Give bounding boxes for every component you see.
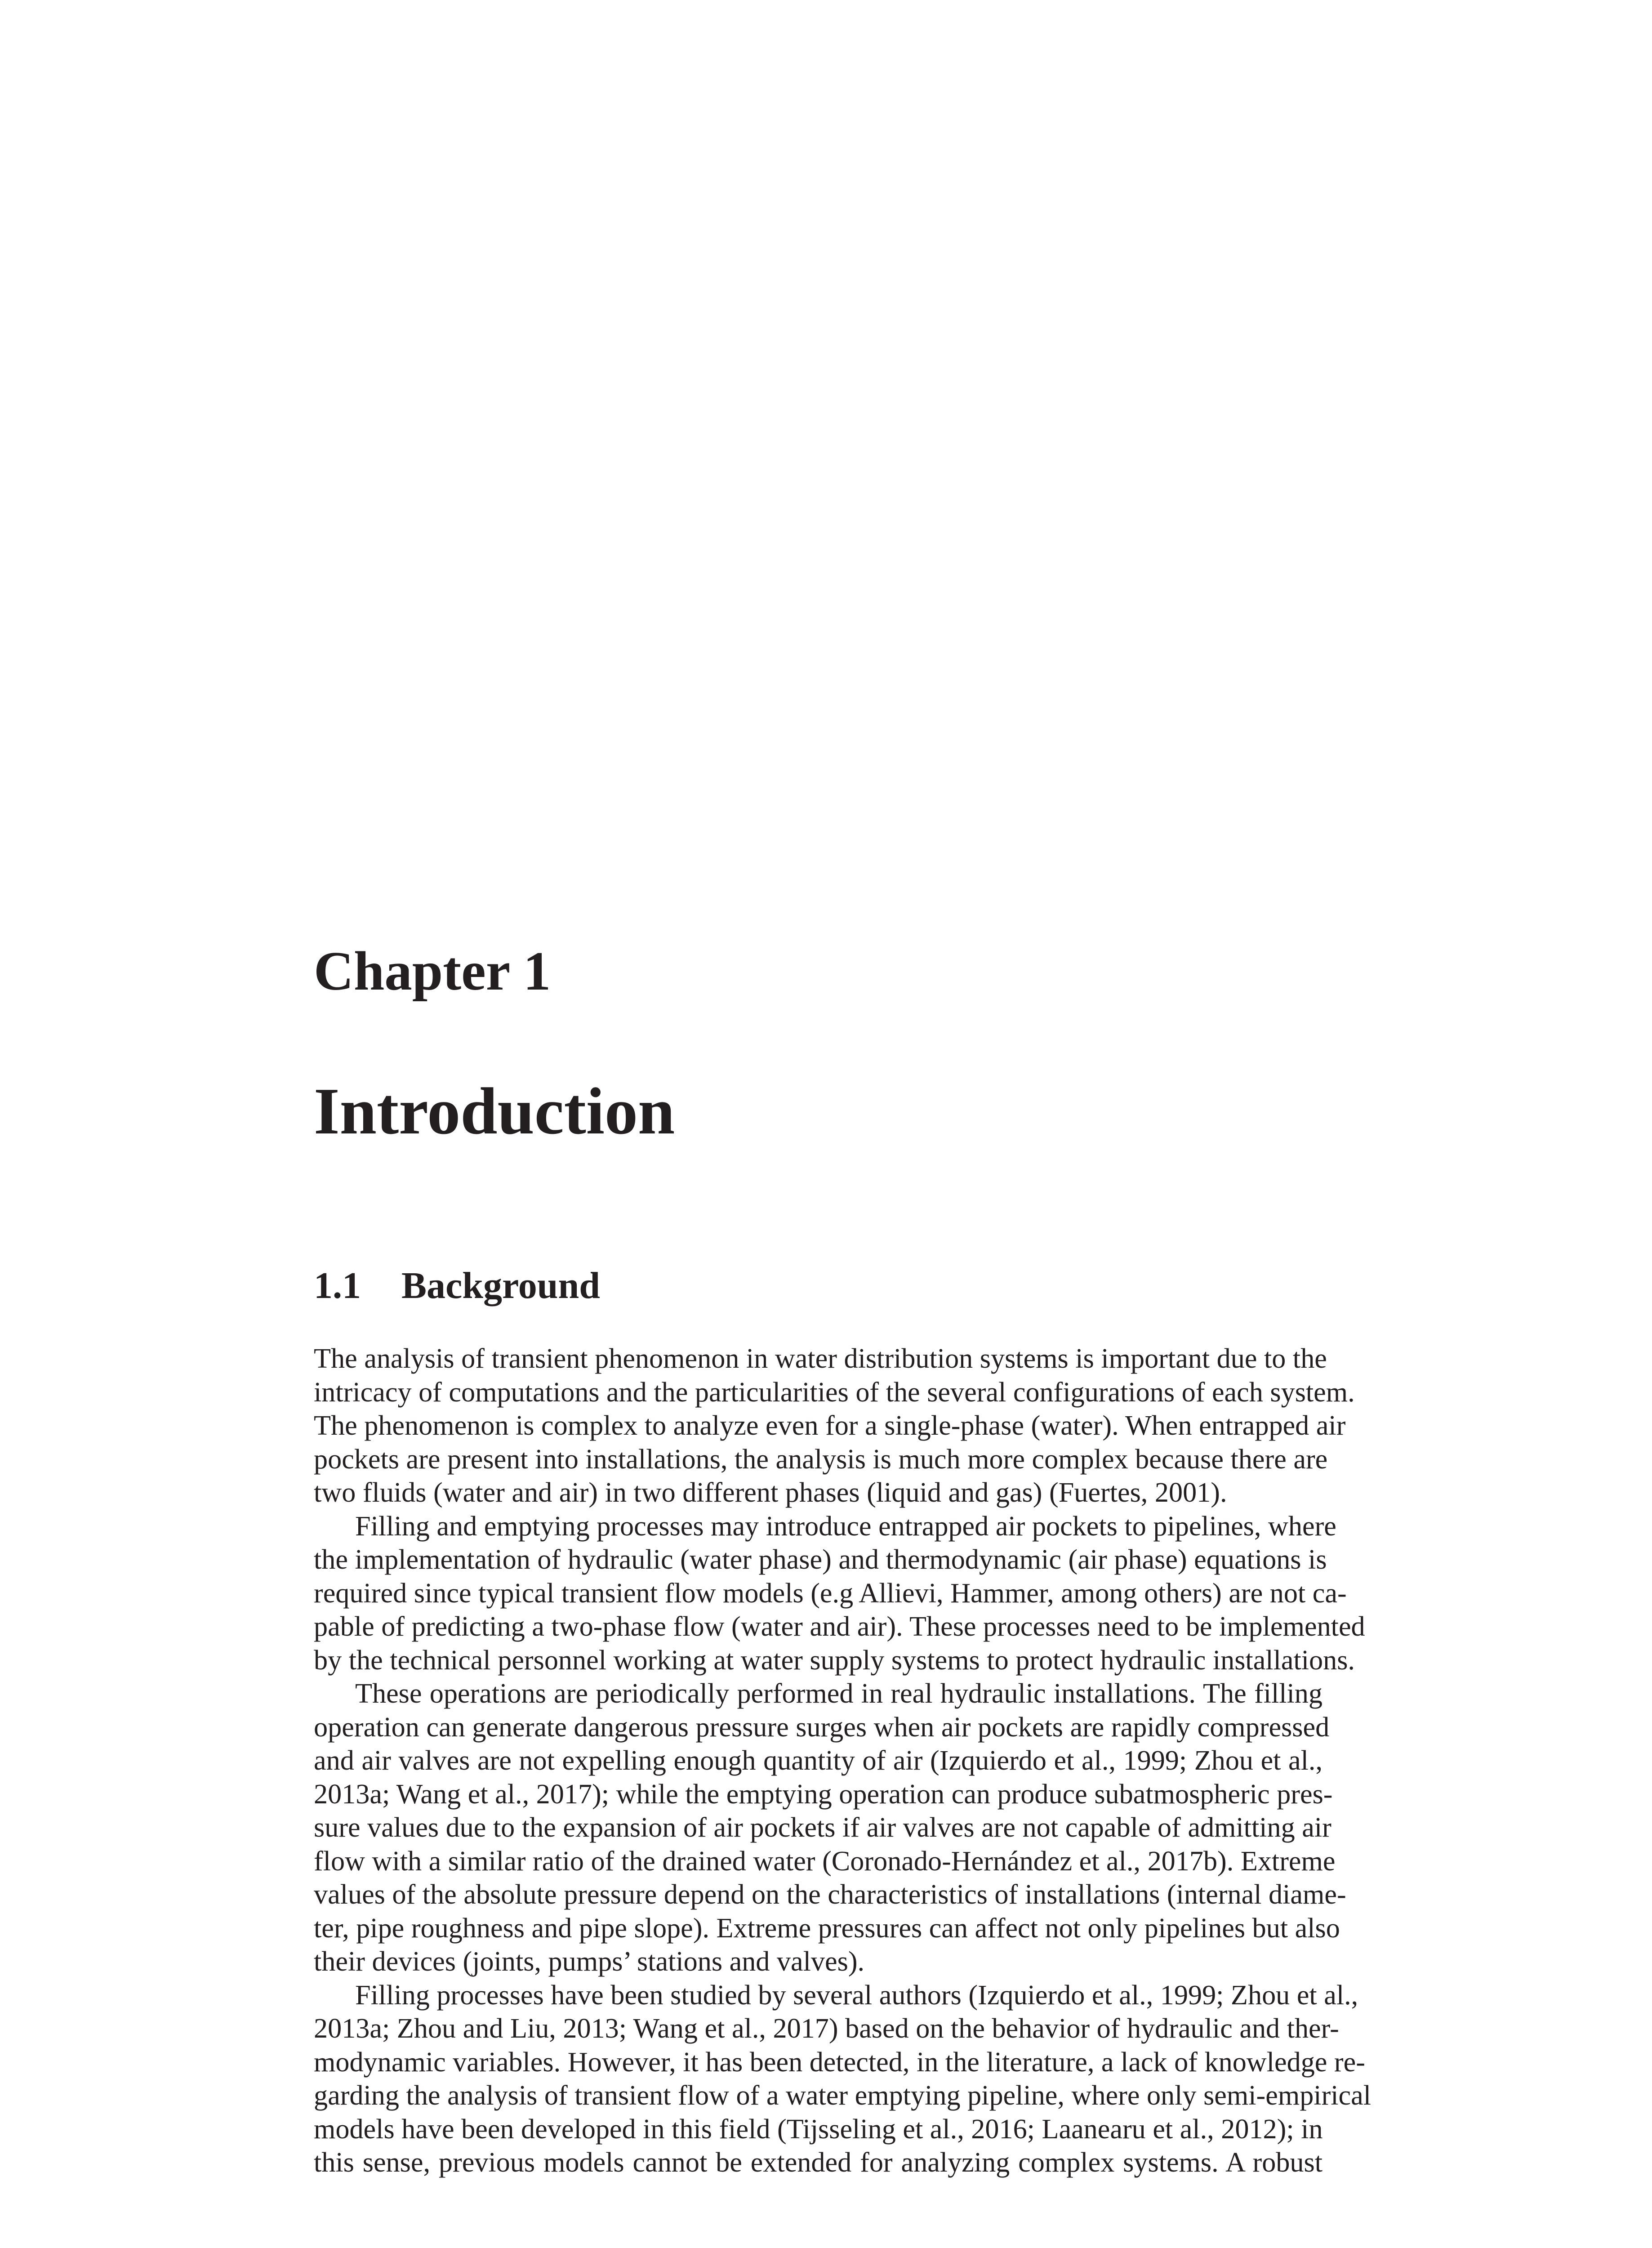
text-line: their devices (joints, pumps’ stations and valves).: [314, 1946, 865, 1977]
text-line: modynamic variables. However, it has been detected, in the literature, a lack of knowledge re-: [314, 2047, 1365, 2078]
text-line: garding the analysis of transient flow of a water emptying pipeline, where only semi-empirical: [314, 2080, 1371, 2111]
section-title: Background: [401, 1265, 600, 1307]
text-line: operation can generate dangerous pressure surges when air pockets are rapidly compressed: [314, 1712, 1330, 1743]
text-line: the implementation of hydraulic (water phase) and thermodynamic (air phase) equations is: [314, 1544, 1327, 1575]
text-line: intricacy of computations and the particularities of the several configurations of each system.: [314, 1377, 1355, 1408]
text-line: The analysis of transient phenomenon in water distribution systems is important due to the: [314, 1343, 1327, 1374]
text-line: pable of predicting a two-phase flow (water and air). These processes need to be implemented: [314, 1611, 1365, 1642]
text-line: values of the absolute pressure depend on the characteristics of installations (internal diame-: [314, 1879, 1346, 1910]
body-text: [314, 1342, 1371, 2180]
text-line: models have been developed in this field (Tijsseling et al., 2016; Laanearu et al., 2012); in: [314, 2114, 1323, 2145]
text-line: two fluids (water and air) in two different phases (liquid and gas) (Fuertes, 2001).: [314, 1477, 1227, 1508]
chapter-label: Chapter 1: [314, 940, 551, 1002]
text-line: 2013a; Wang et al., 2017); while the emptying operation can produce subatmospheric pres-: [314, 1779, 1333, 1810]
text-line: by the technical personnel working at water supply systems to protect hydraulic installations.: [314, 1645, 1355, 1676]
text-line: sure values due to the expansion of air pockets if air valves are not capable of admitting air: [314, 1812, 1331, 1843]
text-line: and air valves are not expelling enough quantity of air (Izquierdo et al., 1999; Zhou et al.,: [314, 1745, 1322, 1776]
text-line: 2013a; Zhou and Liu, 2013; Wang et al., 2017) based on the behavior of hydraulic and ther-: [314, 2013, 1339, 2044]
section-heading: [314, 1267, 600, 1305]
text-line: Filling and emptying processes may introduce entrapped air pockets to pipelines, where: [355, 1511, 1336, 1542]
text-line: this sense, previous models cannot be extended for analyzing complex systems. A robust: [314, 2147, 1322, 2178]
paragraph: [314, 1342, 1355, 1510]
text-line: These operations are periodically performed in real hydraulic installations. The filling: [355, 1678, 1322, 1709]
paragraph: [314, 1677, 1346, 1979]
text-line: ter, pipe roughness and pipe slope). Extreme pressures can affect not only pipelines but also: [314, 1913, 1340, 1944]
text-line: Filling processes have been studied by several authors (Izquierdo et al., 1999; Zhou et al.,: [355, 1980, 1358, 2011]
text-line: flow with a similar ratio of the drained water (Coronado-Hernández et al., 2017b). Extreme: [314, 1846, 1336, 1877]
text-line: required since typical transient flow models (e.g Allievi, Hammer, among others) are not ca-: [314, 1578, 1347, 1609]
chapter-title: Introduction: [314, 1075, 675, 1148]
paragraph: [314, 1979, 1371, 2180]
text-line: The phenomenon is complex to analyze even for a single-phase (water). When entrapped air: [314, 1410, 1346, 1441]
paragraph: [314, 1510, 1365, 1677]
section-number: 1.1: [314, 1265, 361, 1307]
text-line: pockets are present into installations, the analysis is much more complex because there are: [314, 1444, 1328, 1475]
